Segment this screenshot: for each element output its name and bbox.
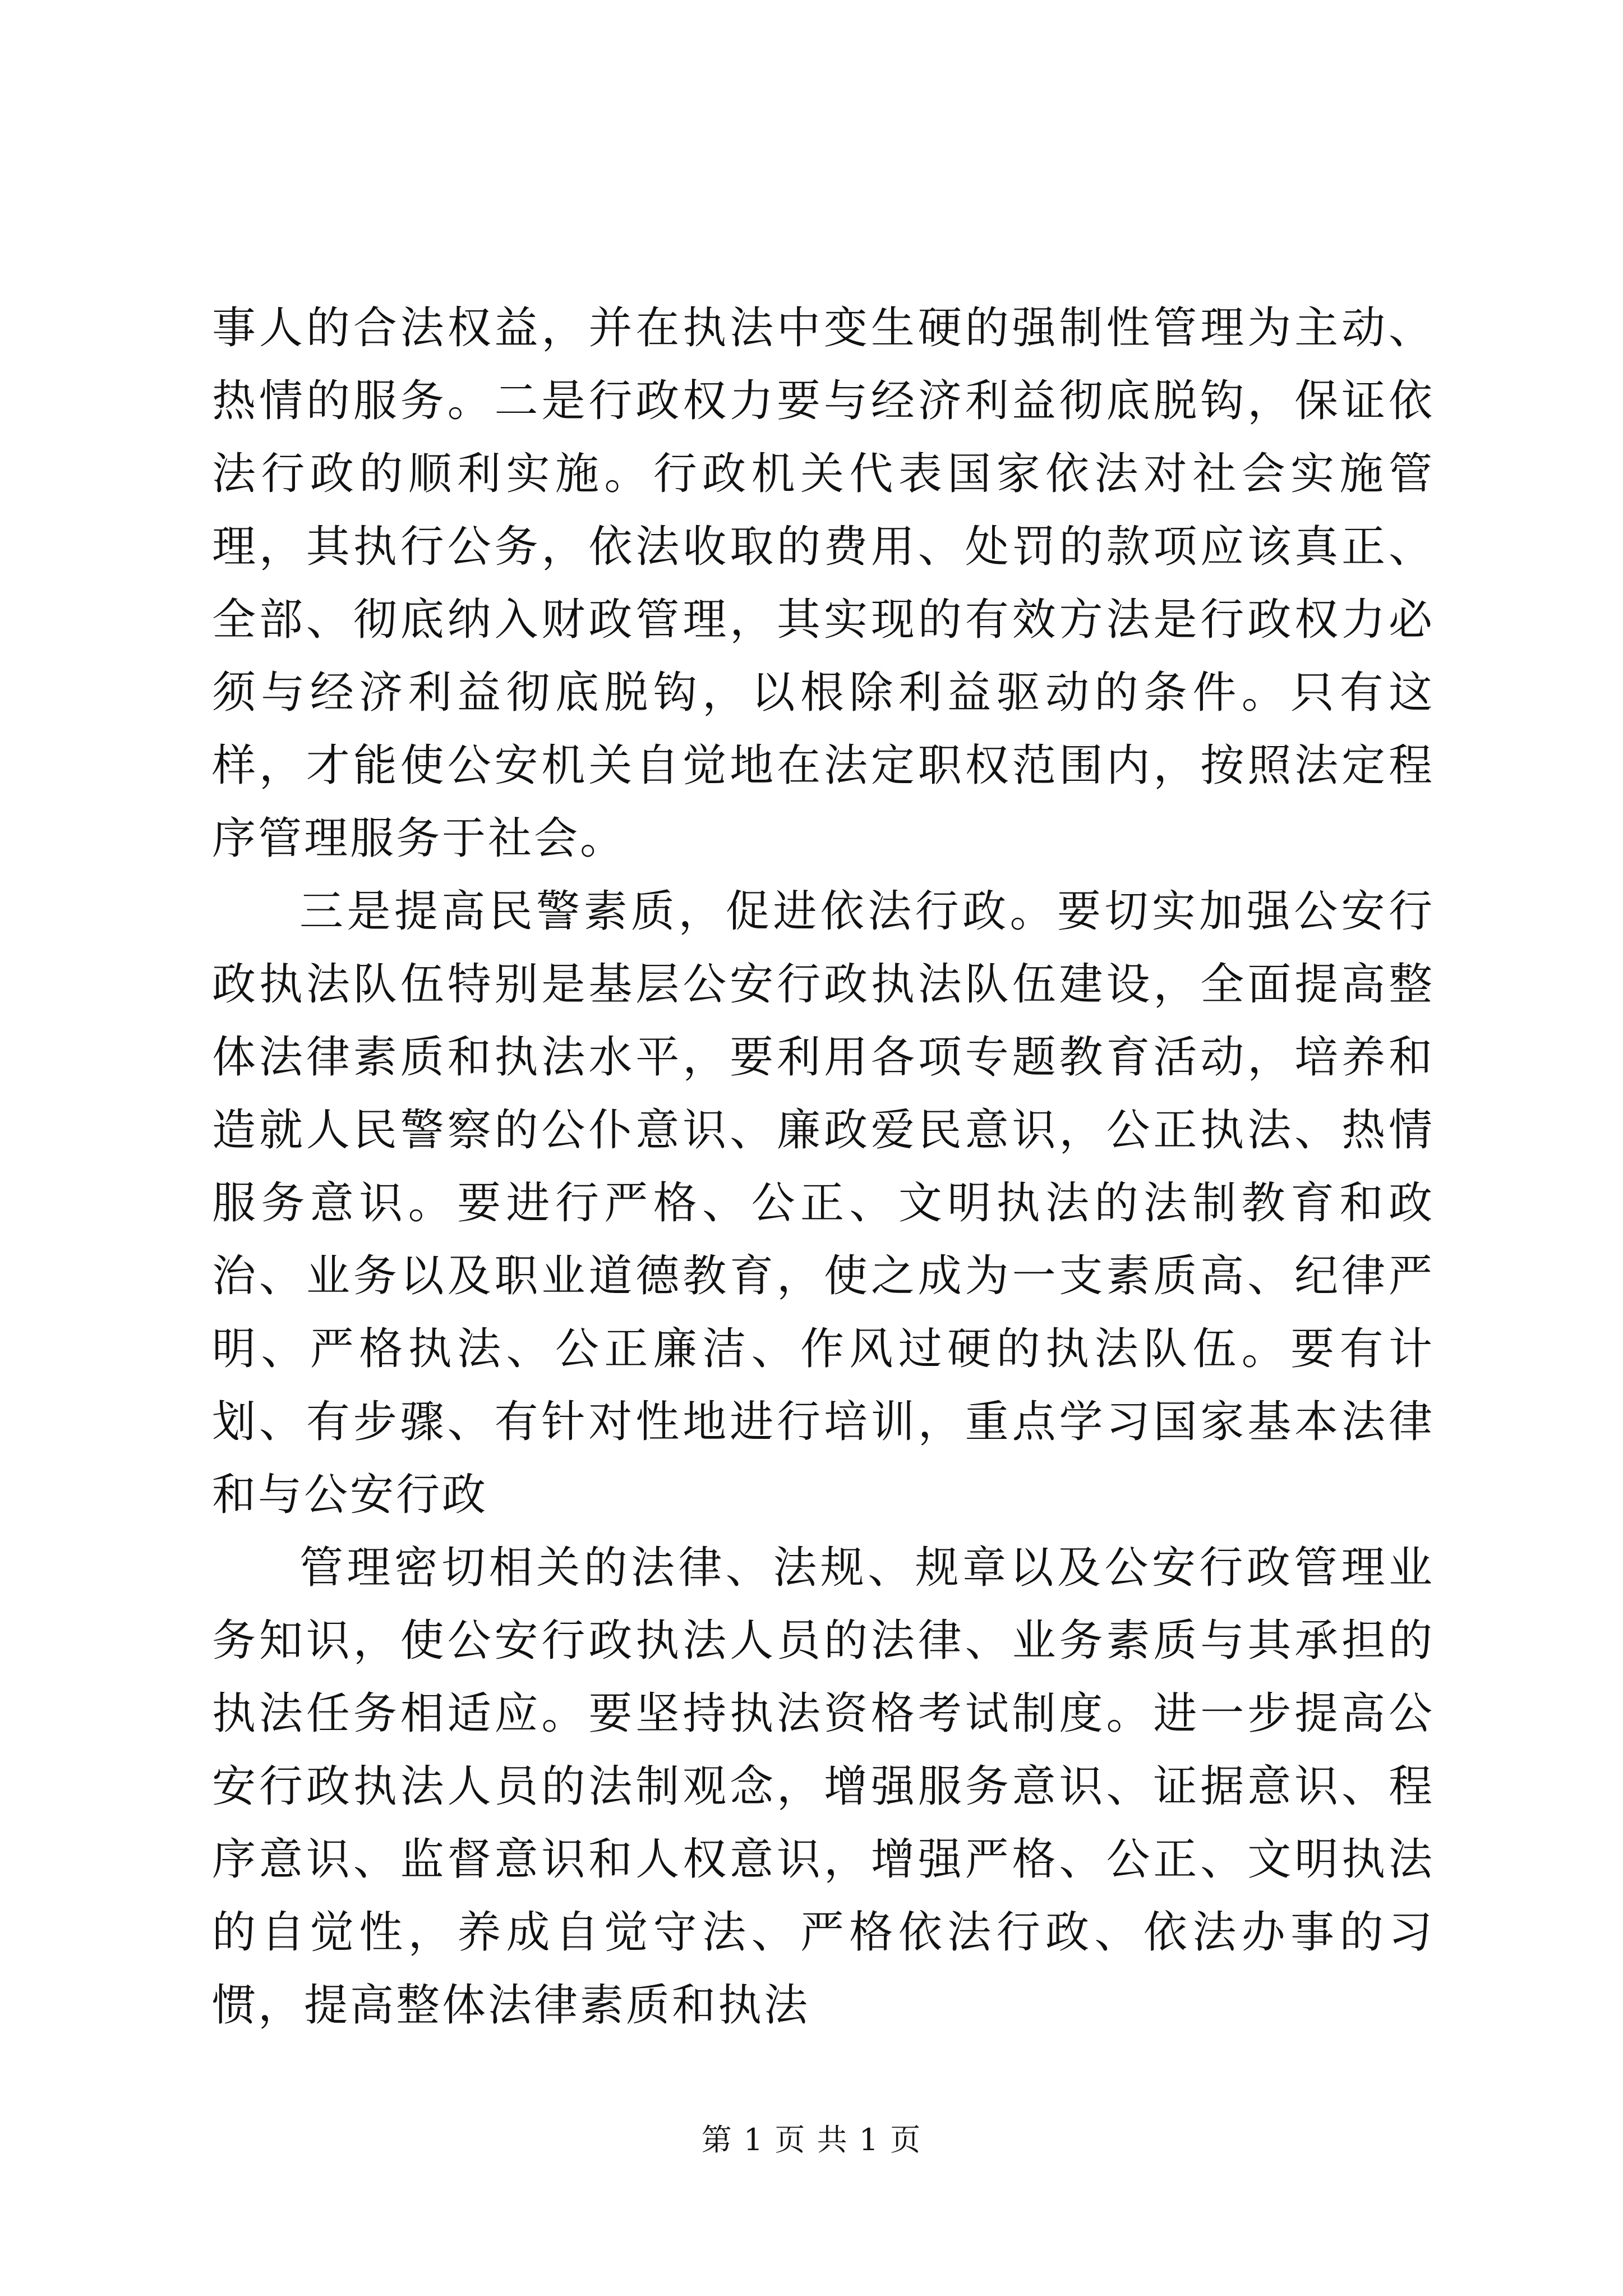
paragraph-1: 事人的合法权益，并在执法中变生硬的强制性管理为主动、热情的服务。二是行政权力要与经济利益彻底脱钩，保证依法行政的顺利实施。行政机关代表国家依法对社会实施管理，其执行公务，依法收取的费用、处罚的款项应该真正、全部、彻底纳入财政管理，其实现的有效方法是行政权力必须与经济利益彻底脱钩，以根除利益驱动的条件。只有这样，才能使公安机关自觉地在法定职权范围内，按照法定程序管理服务于社会。 [212,303,1435,864]
document-body [212,292,1435,2042]
paragraph-2: 三是提高民警素质，促进依法行政。要切实加强公安行政执法队伍特别是基层公安行政执法队伍建设，全面提高整体法律素质和执法水平，要利用各项专题教育活动，培养和造就人民警察的公仆意识、廉政爱民意识，公正执法、热情服务意识。要进行严格、公正、文明执法的法制教育和政治、业务以及职业道德教育，使之成为一支素质高、纪律严明、严格执法、公正廉洁、作风过硬的执法队伍。要有计划、有步骤、有针对性地进行培训，重点学习国家基本法律和与公安行政 [212,886,1435,1520]
paragraph-3: 管理密切相关的法律、法规、规章以及公安行政管理业务知识，使公安行政执法人员的法律、业务素质与其承担的执法任务相适应。要坚持执法资格考试制度。进一步提高公安行政执法人员的法制观念，增强服务意识、证据意识、程序意识、监督意识和人权意识，增强严格、公正、文明执法的自觉性，养成自觉守法、严格依法行政、依法办事的习惯，提高整体法律素质和执法 [212,1543,1435,2031]
page-footer: 第 1 页 共 1 页 [701,2122,922,2157]
